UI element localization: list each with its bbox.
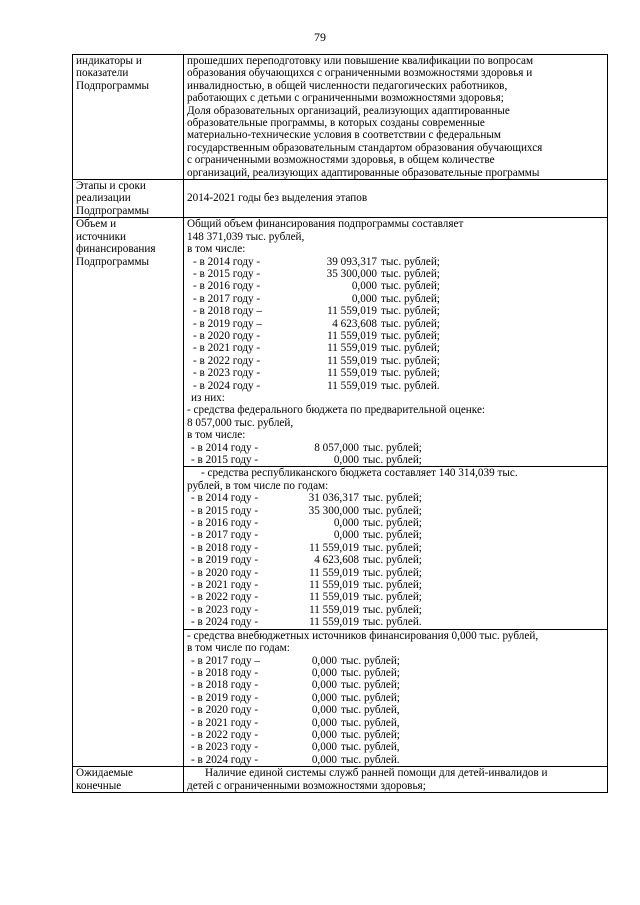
text-line: в том числе: <box>187 429 246 442</box>
label-line: Ожидаемые <box>76 767 133 780</box>
label-line: конечные <box>76 779 122 792</box>
text-line: в том числе: <box>187 243 246 256</box>
year-unit: тыс. рублей; <box>363 492 422 505</box>
year-unit: тыс. рублей; <box>341 666 400 679</box>
year-value: 0,000 <box>333 454 359 466</box>
year-label: - в 2022 году - <box>193 354 261 367</box>
year-label: - в 2019 году - <box>191 691 259 704</box>
year-label: - в 2018 году - <box>191 541 259 554</box>
text-line: детей с ограниченными возможностями здоровья; <box>187 779 426 792</box>
year-unit: тыс. рублей; <box>341 654 400 667</box>
year-unit: тыс. рублей. <box>381 379 440 392</box>
year-row <box>187 280 604 292</box>
year-row <box>187 704 604 716</box>
year-row <box>187 454 604 466</box>
year-value: 11 559,019 <box>309 616 359 629</box>
year-label: - в 2014 году - <box>191 441 259 454</box>
year-row <box>187 741 604 753</box>
row-expected <box>73 767 608 793</box>
year-value: 0,000 <box>333 529 359 542</box>
year-unit: тыс. рублей; <box>363 603 422 616</box>
year-unit: тыс. рублей. <box>363 616 422 629</box>
year-row <box>187 442 604 454</box>
year-label: - в 2021 году - <box>191 716 259 729</box>
year-value: 4 623,608 <box>332 317 377 330</box>
year-value: 0,000 <box>311 704 337 717</box>
year-value: 0,000 <box>311 741 337 754</box>
year-value: 4 623,608 <box>314 554 359 567</box>
content-funding <box>184 218 608 767</box>
year-row <box>187 268 604 280</box>
year-row <box>187 667 604 679</box>
year-value: 0,000 <box>311 716 337 729</box>
page-number: 79 <box>314 30 326 44</box>
text-line: Доля образовательных организаций, реализующих адаптированные <box>187 104 510 117</box>
content-expected <box>184 767 608 793</box>
year-value: 39 093,317 <box>326 255 377 268</box>
year-unit: тыс. рублей; <box>381 255 440 268</box>
year-row <box>187 616 604 628</box>
year-label: - в 2016 году - <box>193 280 261 293</box>
year-unit: тыс. рублей, <box>341 704 400 717</box>
text-line: рублей, в том числе по годам: <box>187 479 329 492</box>
label-line: индикаторы и <box>76 55 142 67</box>
label-line: Подпрограммы <box>76 204 150 217</box>
year-row <box>187 692 604 704</box>
year-label: - в 2021 году - <box>193 342 261 355</box>
year-label: - в 2020 году - <box>193 329 261 342</box>
year-value: 0,000 <box>333 517 359 530</box>
year-value: 31 036,317 <box>308 492 359 505</box>
year-label: - в 2015 году - <box>191 504 259 517</box>
year-value: 11 559,019 <box>327 379 377 392</box>
year-unit: тыс. рублей; <box>363 441 422 454</box>
year-value: 11 559,019 <box>309 603 359 616</box>
year-row <box>187 591 604 603</box>
text-line: организаций, реализующих адаптированные образовательные программы <box>187 166 540 179</box>
year-value: 0,000 <box>351 280 377 293</box>
label-funding <box>73 218 184 767</box>
year-value: 0,000 <box>311 691 337 704</box>
year-unit: тыс. рублей; <box>381 267 440 280</box>
year-unit: тыс. рублей; <box>381 305 440 318</box>
year-value: 8 057,000 <box>314 441 359 454</box>
content-stages <box>184 180 608 218</box>
text-line: образовательные программы, в которых созданы современные <box>187 117 485 130</box>
year-unit: тыс. рублей; <box>363 541 422 554</box>
program-table <box>72 54 608 793</box>
text-line: в том числе по годам: <box>187 642 290 655</box>
year-row <box>187 492 604 504</box>
row-indicators <box>73 55 608 180</box>
funding-extra-section <box>184 629 607 766</box>
year-unit: тыс. рублей; <box>341 691 400 704</box>
year-row <box>187 355 604 367</box>
content-indicators <box>184 55 608 180</box>
label-stages <box>73 180 184 218</box>
year-value: 11 559,019 <box>309 591 359 604</box>
text-line: государственным образовательным стандартом образования обучающихся <box>187 141 543 154</box>
year-label: - в 2023 году - <box>191 741 259 754</box>
year-row <box>187 517 604 529</box>
label-line: Объем и <box>76 218 117 231</box>
year-unit: тыс. рублей, <box>341 741 400 754</box>
federal-years-list <box>187 442 604 467</box>
year-unit: тыс. рублей; <box>363 566 422 579</box>
text-line: образования обучающихся с ограниченными возможностями здоровья и <box>187 67 533 80</box>
label-line: источники <box>76 230 127 243</box>
year-unit: тыс. рублей; <box>381 354 440 367</box>
year-row <box>187 679 604 691</box>
year-unit: тыс. рублей. <box>341 753 400 766</box>
label-line: Подпрограммы <box>76 79 150 92</box>
year-label: - в 2014 году - <box>193 255 261 268</box>
year-unit: тыс. рублей; <box>341 679 400 692</box>
text-line: инвалидностью, в общей численности педагогических работников, <box>187 79 508 92</box>
funding-republic-section <box>184 466 607 628</box>
year-label: - в 2023 году - <box>193 367 261 380</box>
year-label: - в 2024 году - <box>193 379 261 392</box>
year-value: 0,000 <box>311 753 337 766</box>
year-row <box>187 579 604 591</box>
total-years-list <box>187 256 604 392</box>
year-row <box>187 330 604 342</box>
text-line: - средства федерального бюджета по предварительной оценке: <box>187 404 486 417</box>
text-line: с ограниченными возможностями здоровья, в общем количестве <box>187 154 495 167</box>
text-line: 148 371,039 тыс. рублей, <box>187 230 305 243</box>
extra-years-list <box>187 655 604 767</box>
year-unit: тыс. рублей; <box>363 591 422 604</box>
year-row <box>187 554 604 566</box>
year-value: 11 559,019 <box>327 367 377 380</box>
year-label: - в 2022 году - <box>191 591 259 604</box>
year-value: 0,000 <box>351 292 377 305</box>
row-stages <box>73 180 608 218</box>
label-indicators <box>73 55 184 180</box>
text-line: - средства внебюджетных источников финансирования 0,000 тыс. рублей, <box>187 629 539 642</box>
year-row <box>187 567 604 579</box>
text-line: из них: <box>191 391 225 404</box>
year-unit: тыс. рублей; <box>381 280 440 293</box>
year-value: 11 559,019 <box>309 541 359 554</box>
republic-years-list <box>187 492 604 628</box>
year-unit: тыс. рублей; <box>363 454 422 466</box>
year-row <box>187 342 604 354</box>
label-expected <box>73 767 184 793</box>
year-value: 35 300,000 <box>308 504 359 517</box>
year-unit: тыс. рублей; <box>381 329 440 342</box>
year-label: - в 2016 году - <box>191 517 259 530</box>
year-unit: тыс. рублей, <box>341 716 400 729</box>
year-unit: тыс. рублей; <box>381 342 440 355</box>
year-label: - в 2015 году - <box>191 454 259 466</box>
label-line: финансирования <box>76 243 156 256</box>
year-value: 11 559,019 <box>327 354 377 367</box>
year-row <box>187 754 604 766</box>
year-row <box>187 293 604 305</box>
text-line: работающих с детьми с ограниченными возможностями здоровья; <box>187 92 504 105</box>
year-unit: тыс. рублей; <box>381 317 440 330</box>
year-label: - в 2017 году - <box>193 292 261 305</box>
year-label: - в 2017 году - <box>191 529 259 542</box>
year-label: - в 2015 году - <box>193 267 261 280</box>
year-label: - в 2018 году - <box>191 679 259 692</box>
year-value: 11 559,019 <box>309 579 359 592</box>
label-line: Подпрограммы <box>76 255 150 268</box>
year-unit: тыс. рублей; <box>381 292 440 305</box>
year-value: 11 559,019 <box>327 329 377 342</box>
year-label: - в 2020 году - <box>191 566 259 579</box>
year-row <box>187 655 604 667</box>
funding-total-section <box>187 218 604 466</box>
text-line: прошедших переподготовку или повышение квалификации по вопросам <box>187 55 534 67</box>
year-label: - в 2019 году - <box>191 554 259 567</box>
year-label: - в 2018 году - <box>191 666 259 679</box>
year-row <box>187 256 604 268</box>
label-line: Этапы и сроки <box>76 180 146 193</box>
year-unit: тыс. рублей; <box>363 529 422 542</box>
year-row <box>187 604 604 616</box>
year-unit: тыс. рублей; <box>341 728 400 741</box>
text-line: материально-технические условия в соответствии с федеральным <box>187 129 501 142</box>
year-row <box>187 505 604 517</box>
year-label: - в 2018 году – <box>193 305 263 318</box>
year-label: - в 2024 году - <box>191 616 259 629</box>
year-unit: тыс. рублей; <box>363 504 422 517</box>
label-line: реализации <box>76 192 131 205</box>
stages-text: 2014-2021 годы без выделения этапов <box>187 192 368 205</box>
year-value: 0,000 <box>311 666 337 679</box>
year-value: 0,000 <box>311 654 337 667</box>
year-label: - в 2023 году - <box>191 603 259 616</box>
year-label: - в 2024 году - <box>191 753 259 766</box>
year-label: - в 2022 году - <box>191 728 259 741</box>
year-row <box>187 529 604 541</box>
year-row <box>187 380 604 392</box>
year-row <box>187 367 604 379</box>
text-line: Наличие единой системы служб ранней помощи для детей-инвалидов и <box>205 767 548 780</box>
text-line: - средства республиканского бюджета составляет 140 314,039 тыс. <box>201 467 518 480</box>
text-line: Общий объем финансирования подпрограммы составляет <box>187 218 464 231</box>
year-label: - в 2020 году - <box>191 704 259 717</box>
year-unit: тыс. рублей; <box>363 579 422 592</box>
year-value: 11 559,019 <box>327 342 377 355</box>
label-line: показатели <box>76 67 129 80</box>
year-value: 35 300,000 <box>326 267 377 280</box>
year-row <box>187 542 604 554</box>
year-row <box>187 717 604 729</box>
year-value: 0,000 <box>311 679 337 692</box>
year-unit: тыс. рублей; <box>363 517 422 530</box>
year-row <box>187 318 604 330</box>
year-unit: тыс. рублей; <box>363 554 422 567</box>
row-funding <box>73 218 608 767</box>
year-label: - в 2021 году - <box>191 579 259 592</box>
year-label: - в 2019 году – <box>193 317 263 330</box>
year-label: - в 2017 году – <box>191 654 261 667</box>
year-unit: тыс. рублей; <box>381 367 440 380</box>
year-value: 0,000 <box>311 728 337 741</box>
year-row <box>187 305 604 317</box>
year-label: - в 2014 году - <box>191 492 259 505</box>
year-row <box>187 729 604 741</box>
year-value: 11 559,019 <box>327 305 377 318</box>
text-line: 8 057,000 тыс. рублей, <box>187 416 294 429</box>
year-value: 11 559,019 <box>309 566 359 579</box>
